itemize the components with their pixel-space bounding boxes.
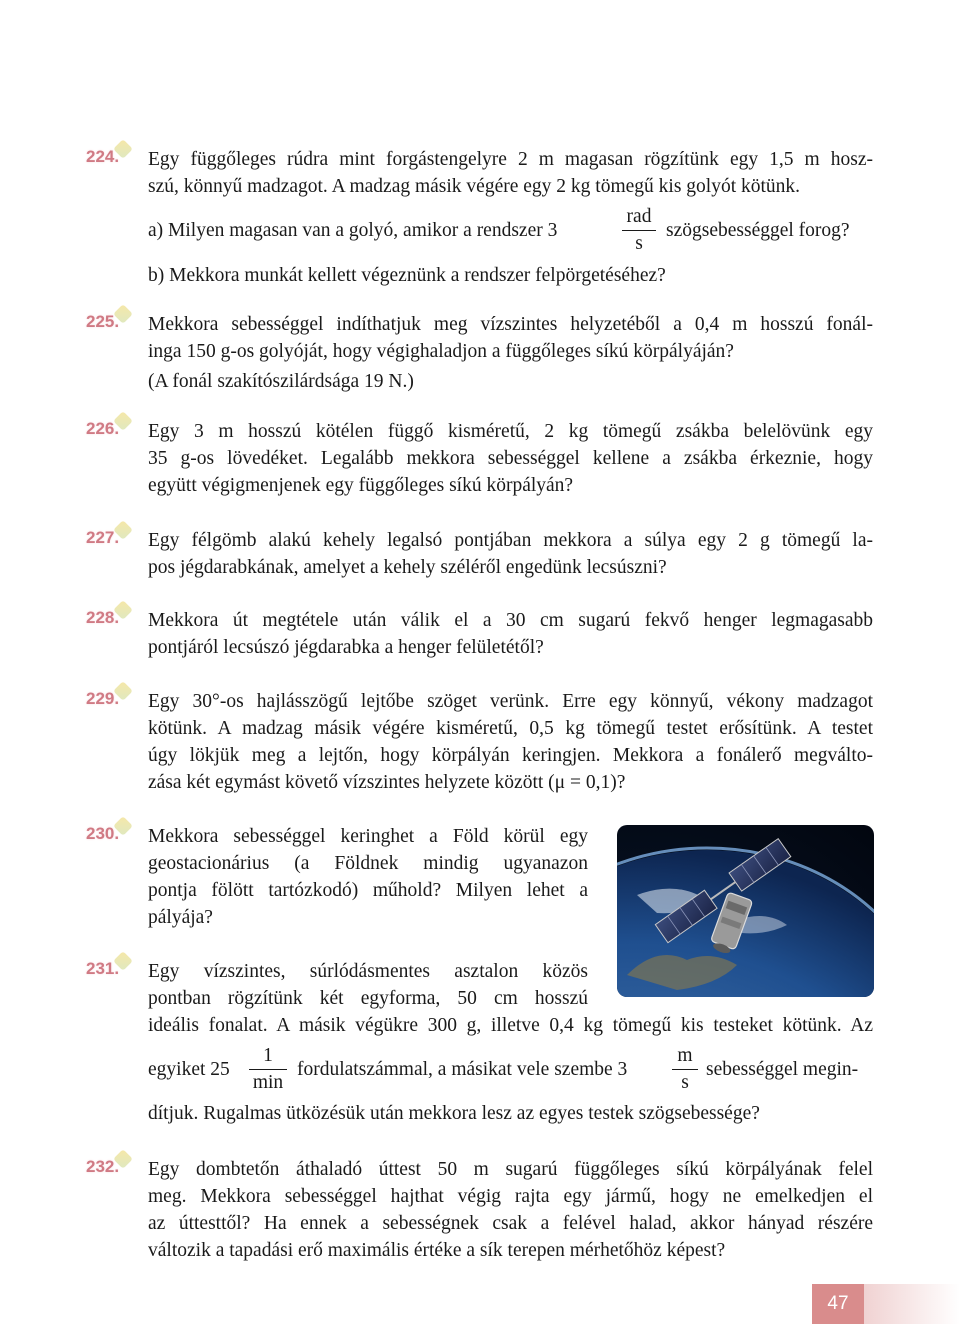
problem-text-line: Mekkora sebességgel indíthatjuk meg vízszintes helyzetéből a 0,4 m hosszú fonál- xyxy=(148,314,873,335)
problem-number-badge xyxy=(86,689,132,719)
problem-number-badge xyxy=(86,959,132,989)
problem-text-line: (A fonál szakítószilárdsága 19 N.) xyxy=(148,371,414,392)
problem-number: 231. xyxy=(86,959,120,978)
problem-text-line: változik a tapadási erő maximális értéke a sík terepen mérhetőhöz képest? xyxy=(148,1240,726,1261)
problem-text-line: meg. Mekkora sebességgel hajthat végig rajta egy jármű, hogy ne emelkedjen el xyxy=(148,1186,873,1207)
problem-text-line: Egy félgömb alakú kehely legalsó pontjában mekkora a súlya egy 2 g tömegű la- xyxy=(148,530,873,551)
satellite-earth-photo xyxy=(617,825,874,997)
problem-number-badge xyxy=(86,528,132,558)
problem-number: 228. xyxy=(86,608,120,627)
problem-text-line: zása két egymást követő vízszintes helyzete között (μ = 0,1)? xyxy=(148,772,626,793)
problem-part-a: a) Milyen magasan van a golyó, amikor a rendszer 3 xyxy=(148,220,558,241)
problem-text-line: együtt végigmenjenek egy függőleges síkú körpályán? xyxy=(148,475,574,496)
problem-equation-part: egyiket 25 xyxy=(148,1059,230,1080)
problem-part-b: b) Mekkora munkát kellett végeznünk a rendszer felpörgetéséhez? xyxy=(148,265,666,286)
problem-number: 232. xyxy=(86,1157,120,1176)
problem-text-line: inga 150 g-os golyóját, hogy végighaladjon a függőleges síkú körpályáján? xyxy=(148,341,734,362)
problem-text-line: Egy dombtetőn áthaladó úttest 50 m sugarú függőleges síkú körpályának felel xyxy=(148,1159,873,1180)
problem-text-line: az úttesttől? Ha ennek a sebességnek csak a felével halad, akkor hányad részére xyxy=(148,1213,873,1234)
problem-number-badge xyxy=(86,147,132,177)
problem-number: 229. xyxy=(86,689,120,708)
page-number: 47 xyxy=(812,1284,864,1324)
fraction-numerator: 1 xyxy=(263,1045,273,1066)
problem-text-line: Mekkora sebességgel keringhet a Föld körül egy xyxy=(148,826,588,847)
fraction-denominator: min xyxy=(252,1072,284,1093)
problem-number-badge xyxy=(86,312,132,342)
problem-number: 227. xyxy=(86,528,120,547)
problem-text-line: ideális fonalat. A másik végükre 300 g, illetve 0,4 kg tömegű kis testeket kötünk. Az xyxy=(148,1015,873,1036)
problem-text-line: Egy vízszintes, súrlódásmentes asztalon közös xyxy=(148,961,588,982)
problem-number: 224. xyxy=(86,147,120,166)
problem-number-badge xyxy=(86,1157,132,1187)
problem-equation-part: fordulatszámmal, a másikat vele szembe 3 xyxy=(297,1059,628,1080)
problem-text-line: pontban rögzítünk két egyforma, 50 cm hosszú xyxy=(148,988,588,1009)
problem-text-line: szú, könnyű madzagot. A madzag másik végére egy 2 kg tömegű kis golyót kötünk. xyxy=(148,176,801,197)
problem-text-line: pontjáról lecsúszó jégdarabka a henger felületétől? xyxy=(148,637,544,658)
fraction-per-minute xyxy=(249,1045,287,1094)
fraction-bar xyxy=(672,1069,698,1070)
problem-number-badge xyxy=(86,608,132,638)
problem-text-line: Mekkora út megtétele után válik el a 30 cm sugarú fekvő henger legmagasabb xyxy=(148,610,873,631)
problem-text-line: 35 g-os lövedéket. Legalább mekkora sebességgel kellene a zsákba érkeznie, hogy xyxy=(148,448,873,469)
fraction-bar xyxy=(249,1069,287,1070)
fraction-denominator: s xyxy=(635,233,643,254)
problem-number-badge xyxy=(86,419,132,449)
problem-text-line: Egy 3 m hosszú kötélen függő kisméretű, 2 kg tömegű zsákba belelövünk egy xyxy=(148,421,873,442)
problem-text-line: pályája? xyxy=(148,907,213,928)
fraction-numerator: m xyxy=(677,1045,693,1066)
fraction-numerator: rad xyxy=(626,206,652,227)
fraction-rad-per-s xyxy=(622,206,656,255)
problem-text-line: Egy függőleges rúdra mint forgástengelyre 2 m magasan rögzítünk egy 1,5 m hosz- xyxy=(148,149,873,170)
page-number-strip xyxy=(864,1284,960,1324)
problem-number: 230. xyxy=(86,824,120,843)
fraction-bar xyxy=(622,230,656,231)
fraction-m-per-s xyxy=(672,1045,698,1094)
fraction-denominator: s xyxy=(681,1072,689,1093)
problem-text-line: kötünk. A madzag másik végére kisméretű, 0,5 kg tömegű testet erősítünk. A testet xyxy=(148,718,873,739)
problem-text-line: úgy lökjük meg a lejtőn, hogy körpályán keringjen. Mekkora a fonálerő megválto- xyxy=(148,745,873,766)
problem-text-line: dítjuk. Rugalmas ütközésük után mekkora lesz az egyes testek szögsebessége? xyxy=(148,1103,760,1124)
problem-equation-part: sebességgel megin- xyxy=(706,1059,859,1080)
problem-text-line: Egy 30°-os hajlásszögű lejtőbe szöget verünk. Erre egy könnyű, vékony madzagot xyxy=(148,691,873,712)
problem-text-line: pontja fölött tartózkodó) műhold? Milyen lehet a xyxy=(148,880,588,901)
problem-number: 225. xyxy=(86,312,120,331)
problem-text-line: geostacionárius (a Földnek mindig ugyanazon xyxy=(148,853,588,874)
problem-part-a-tail: szögsebességgel forog? xyxy=(666,220,850,241)
problem-text-line: pos jégdarabkának, amelyet a kehely széléről engedünk lecsúszni? xyxy=(148,557,667,578)
problem-number: 226. xyxy=(86,419,120,438)
problem-number-badge xyxy=(86,824,132,854)
satellite-icon xyxy=(617,825,874,997)
